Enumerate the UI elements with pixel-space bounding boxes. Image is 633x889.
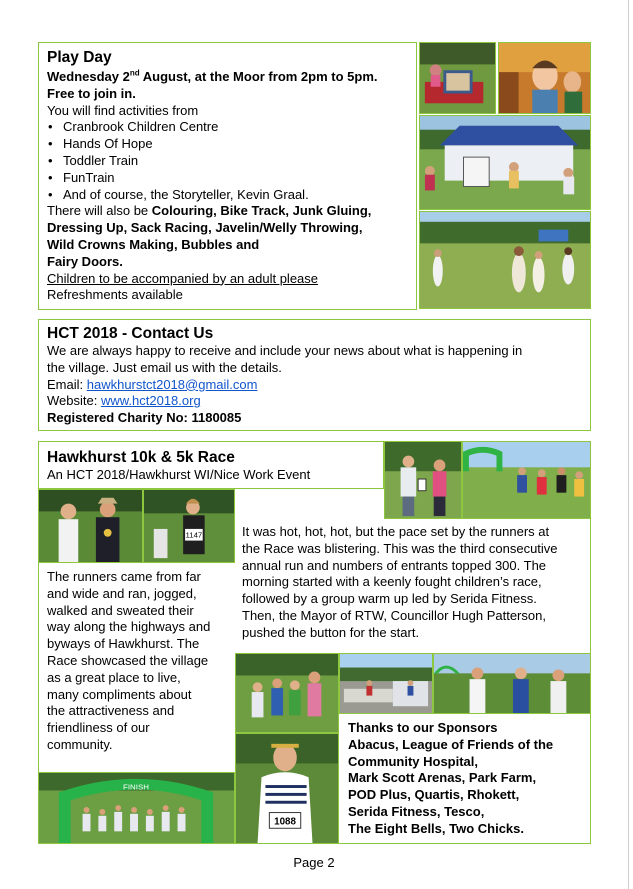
runners-line: as a great place to live, (47, 669, 181, 685)
sponsors-line: POD Plus, Quartis, Rhokett, (348, 787, 520, 803)
date-details: August, at the Moor from 2pm to 5pm. (139, 69, 378, 84)
sponsors-line: Abacus, League of Friends of the (348, 736, 554, 752)
photo-craft-table (419, 42, 496, 114)
date-text: Wednesday 2 (47, 69, 130, 84)
play-day-date (47, 69, 408, 86)
race-story-line: morning started with a keenly fought children’s race, (242, 574, 542, 590)
photo-finish-arch (38, 772, 235, 844)
race-story-line: followed by a group warm up led by Serida Fitness. (242, 591, 537, 607)
play-day-box (38, 42, 417, 310)
runners-text-box (38, 563, 235, 772)
runners-line: community. (47, 736, 113, 752)
email-label: Email: (47, 376, 87, 392)
extras-list-1: Colouring, Bike Track, Junk Gluing, (151, 203, 372, 219)
contact-title: HCT 2018 - Contact Us (47, 325, 214, 342)
photo-street-runners (339, 653, 433, 714)
runners-line: byways of Hawkhurst. The (47, 636, 200, 652)
activity-list (47, 119, 408, 203)
sponsors-line: Thanks to our Sponsors (348, 720, 498, 735)
play-day-intro: You will find activities from (47, 102, 199, 118)
date-suffix: nd (129, 68, 140, 78)
runners-line: friendliness of our (47, 720, 150, 736)
photo-runner-1088 (235, 733, 339, 844)
race-subtitle: An HCT 2018/Hawkhurst WI/Nice Work Event (47, 467, 311, 482)
extras-list-2: Dressing Up, Sack Racing, Javelin/Welly Throwing, (47, 220, 363, 236)
race-story-line: annual run and numbers of entrants topped 300. The (242, 557, 547, 573)
email-link[interactable]: hawkhurstct2018@gmail.com (86, 376, 258, 392)
contact-website-row (47, 393, 582, 410)
bib-number: 1147 (185, 530, 203, 540)
extras-list-3: Wild Crowns Making, Bubbles and (47, 236, 260, 252)
play-day-extras (47, 203, 408, 270)
photo-mayor-button (384, 441, 462, 519)
sponsors-box (339, 714, 591, 844)
runners-line: and wide and ran, jogged, (47, 585, 197, 601)
page-number: Page 2 (293, 855, 335, 870)
race-header (38, 441, 384, 489)
runners-line: Race showcased the village (47, 652, 209, 668)
runners-line: The runners came from far (47, 569, 201, 584)
sponsors-line: Mark Scott Arenas, Park Farm, (348, 770, 537, 786)
list-item: • And of course, the Storyteller, Kevin Graal. (47, 187, 408, 204)
website-link[interactable]: www.hct2018.org (100, 393, 201, 409)
photo-runner-medal (38, 489, 143, 563)
extras-intro: There will also be (47, 203, 152, 219)
photo-face-paint (498, 42, 591, 114)
arch-text: FINISH (123, 782, 149, 792)
race-story-line: It was hot, hot, hot, but the pace set by the runners at (242, 524, 550, 539)
photo-children-medals (235, 653, 339, 733)
runners-line: the attractiveness and (47, 703, 175, 719)
sponsors-line: Serida Fitness, Tesco, (348, 803, 485, 819)
play-day-title: Play Day (47, 49, 112, 66)
sponsors-line: Community Hospital, (348, 753, 479, 769)
race-story-line: the Race was blistering. This was the third consecutive (242, 540, 558, 556)
refreshments-note: Refreshments available (47, 287, 183, 303)
charity-number: Registered Charity No: 1180085 (47, 410, 242, 426)
page-edge-rule (628, 0, 629, 889)
list-item: • FunTrain (47, 170, 408, 187)
contact-body-line-2: the village. Just email us with the details. (47, 359, 282, 375)
bib-number: 1088 (274, 816, 296, 828)
accompany-note: Children to be accompanied by an adult please (47, 270, 319, 286)
list-item: • Hands Of Hope (47, 136, 408, 153)
photo-runners-bibs (433, 653, 591, 714)
race-title: Hawkhurst 10k & 5k Race (47, 449, 235, 466)
list-item: • Toddler Train (47, 153, 408, 170)
contact-box (38, 319, 591, 431)
race-story-line: pushed the button for the start. (242, 624, 420, 640)
contact-email-row (47, 377, 582, 394)
race-story-box (235, 519, 591, 653)
list-item: • Cranbrook Children Centre (47, 119, 408, 136)
photo-race-start (462, 441, 591, 519)
race-story-line: Then, the Mayor of RTW, Councillor Hugh Patterson, (242, 607, 546, 623)
website-label: Website: (47, 393, 101, 409)
play-day-free: Free to join in. (47, 85, 136, 101)
runners-line: walked and sweated their (47, 602, 194, 618)
runners-line: way along the highways and (47, 619, 211, 635)
photo-sack-race (419, 211, 591, 309)
runners-line: many compliments about (47, 686, 192, 702)
contact-body-line-1: We are always happy to receive and include your news about what is happening in (47, 343, 523, 358)
photo-runner-1147 (143, 489, 235, 563)
photo-gazebo (419, 115, 591, 210)
extras-list-4: Fairy Doors. (47, 253, 123, 269)
sponsors-line: The Eight Bells, Two Chicks. (348, 820, 525, 836)
